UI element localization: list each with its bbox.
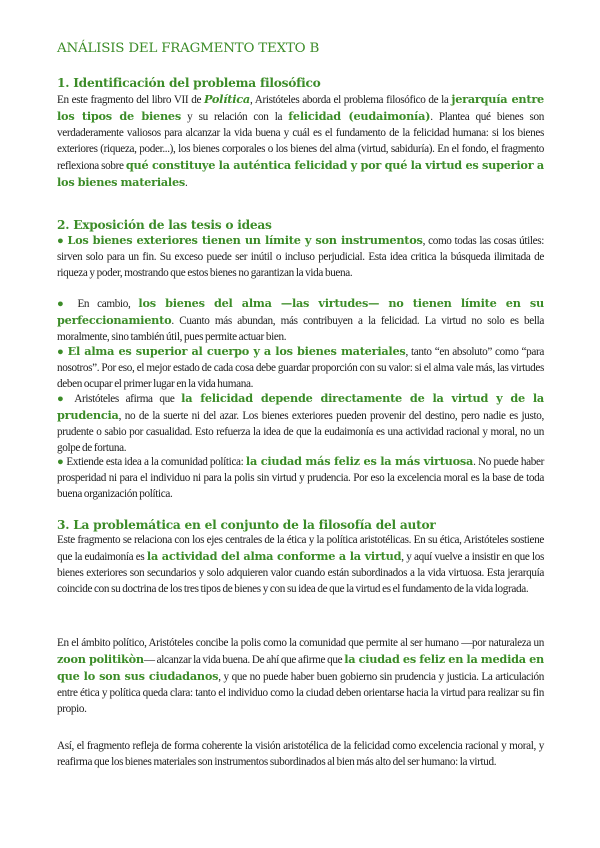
highlighted-phrase: El alma es superior al cuerpo y a los bienes materiales <box>67 344 406 358</box>
highlighted-phrase: Política <box>203 92 250 106</box>
bullet-soul-superior <box>57 344 544 393</box>
bullet-icon: ● <box>57 456 67 468</box>
text-run: , y que no puede haber buen gobierno sin prudencia y justicia. La articulación entre ética y política queda clara: tanto el individuo como la ciudad deben orientarse hacia la virtud para realizar su fin propio. <box>57 670 544 715</box>
text-run: y su relación con la <box>180 110 289 123</box>
highlighted-phrase: la actividad del alma conforme a la virtud <box>146 548 402 563</box>
bullet-icon: ● <box>57 346 68 358</box>
bullet-icon: ● <box>57 298 78 310</box>
highlighted-phrase: zoon politikòn <box>57 651 144 666</box>
text-run: . No puede haber prosperidad ni para el individuo ni para la polis sin virtud y prudencia. Por eso la excelencia moral es la base de toda buena organización política. <box>57 456 544 500</box>
text-run: . Plantea qué bienes son verdaderamente valiosos para alcanzar la vida buena y cuál es el fundamento de la felicidad humana: si los bienes exteriores (riqueza, poder...), los bienes corporales o los bienes del alma (virtud, sabiduría). En el fondo, el fragmento reflexiona sobre <box>57 110 544 172</box>
text-run: En el ámbito político, Aristóteles concibe la polis como la comunidad que permite al ser humano —por naturaleza un <box>57 637 544 649</box>
paragraph-conclusion <box>57 739 544 771</box>
paragraph-ethics <box>57 533 544 598</box>
text-run: Así, el fragmento refleja de forma coherente la visión aristotélica de la felicidad como excelencia racional y moral, y reafirma que los bienes materiales son instrumentos subordinados al bien más alto del ser humano: la virtud. <box>57 740 544 768</box>
text-run: . <box>185 176 188 189</box>
bullet-icon: ● <box>57 235 68 247</box>
section-heading-3: 3. La problemática en el conjunto de la filosofía del autor <box>57 518 436 532</box>
highlighted-phrase: los bienes del alma —las virtudes— no tienen límite en su perfeccionamiento <box>57 296 544 327</box>
text-run: — alcanzar la vida buena. De ahí que afirme que <box>143 653 345 666</box>
highlighted-phrase: la ciudad es feliz en la medida en que lo son sus ciudadanos <box>57 651 545 683</box>
highlighted-phrase: Los bienes exteriores tienen un límite y son instrumentos <box>67 233 423 247</box>
bullet-political-community <box>57 454 544 503</box>
bullet-soul-goods <box>57 296 544 346</box>
section-heading-2: 2. Exposición de las tesis o ideas <box>57 218 272 232</box>
bullet-virtue-prudence <box>57 391 544 457</box>
paragraph-problem <box>57 92 544 191</box>
text-run: , y aquí vuelve a insistir en que los bienes exteriores son secundarios y solo adquieren valor cuando están subordinados a la vida virtuosa. Esta jerarquía coincide con su doctrina de los tres tipos de bienes y con su idea de que la virtud es el fundamento de la vida lograda. <box>57 550 544 595</box>
bullet-icon: ● <box>57 393 75 405</box>
highlighted-phrase: la ciudad más feliz es la más virtuosa <box>245 454 474 468</box>
text-run: , no de la suerte ni del azar. Los bienes exteriores pueden provenir del destino, pero nadie es justo, prudente o sabio por casualidad. Esto refuerza la idea de que la eudaimonía es una actividad racional y moral, no un golpe de fortuna. <box>57 409 544 454</box>
text-run: , Aristóteles aborda el problema filosófico de la <box>249 94 452 106</box>
text-run: En este fragmento del libro VII de <box>57 94 204 106</box>
highlighted-phrase: la felicidad depende directamente de la virtud y de la prudencia <box>57 391 544 422</box>
paragraph-politics <box>57 636 544 718</box>
highlighted-phrase: felicidad (eudaimonía) <box>288 108 431 123</box>
bullet-exterior-goods <box>57 233 544 282</box>
highlighted-phrase: jerarquía entre los tipos de bienes <box>57 92 544 123</box>
document-title: ANÁLISIS DEL FRAGMENTO TEXTO B <box>57 41 320 56</box>
text-run: . Cuanto más abundan, más contribuyen a la felicidad. La virtud no solo es bella moralmente, sino también útil, pues permite actuar bien. <box>57 314 544 343</box>
text-run: Extiende esta idea a la comunidad política: <box>66 456 246 468</box>
section-heading-1: 1. Identificación del problema filosófico <box>57 76 321 90</box>
text-run: , como todas las cosas útiles: sirven solo para un fin. Su exceso puede ser inútil o incluso perjudicial. Esta idea critica la búsqueda ilimitada de riqueza y poder, mostrando que estos bienes no garantizan la vida buena. <box>57 235 545 279</box>
text-run: En cambio, <box>77 298 139 310</box>
highlighted-phrase: qué constituye la auténtica felicidad y por qué la virtud es superior a los bienes materiales <box>57 157 544 189</box>
text-run: Este fragmento se relaciona con los ejes centrales de la ética y la política aristotélicas. En su ética, Aristóteles sostiene que la eudaimonía es <box>57 534 544 563</box>
text-run: , tanto “en absoluto” como “para nosotros”. Por eso, el mejor estado de cada cosa debe guardar proporción con su valor: si el alma vale más, las virtudes deben ocupar el primer lugar en la vida humana. <box>57 346 544 390</box>
text-run: Aristóteles afirma que <box>74 393 182 405</box>
